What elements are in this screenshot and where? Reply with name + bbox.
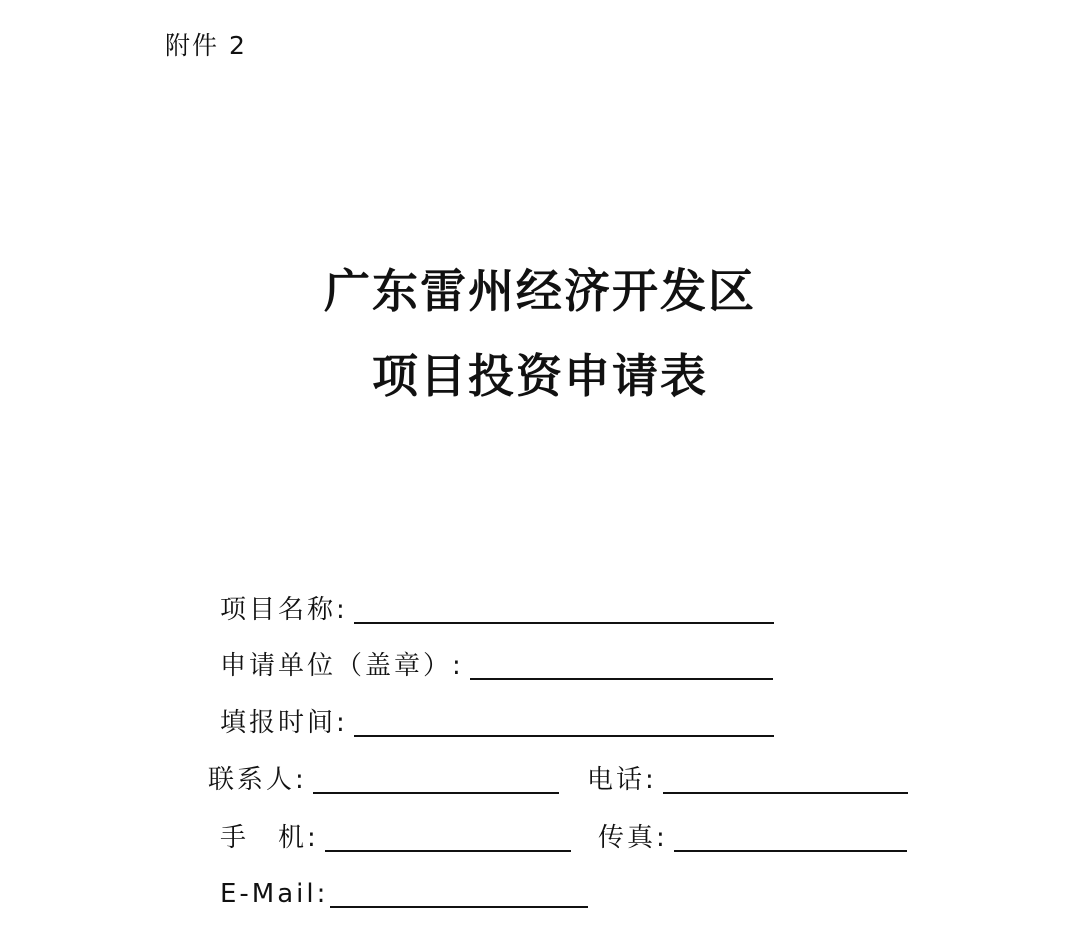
phone-label: 电话: [587,765,657,795]
fax-label: 传真: [598,823,668,853]
phone-field [587,760,908,800]
contact-input-line[interactable] [313,791,559,794]
fill-date-field [220,703,774,743]
fax-field [598,818,907,858]
mobile-input-line[interactable] [325,849,571,852]
applicant-input-line[interactable] [470,677,773,680]
attachment-label: 附件 2 [165,31,247,60]
fill-date-label: 填报时间: [220,708,348,738]
fill-date-input-line[interactable] [354,734,774,737]
contact-field [208,760,559,800]
document-title-line-2: 项目投资申请表 [372,349,708,403]
project-name-label: 项目名称: [220,595,348,625]
project-name-field [220,590,774,630]
email-field [220,874,588,914]
mobile-field [220,818,571,858]
applicant-field [220,646,773,686]
applicant-label: 申请单位（盖章）: [220,651,464,681]
project-name-input-line[interactable] [354,621,774,624]
mobile-label: 手 机: [220,823,319,853]
email-label: E-Mail: [220,879,329,909]
fax-input-line[interactable] [674,849,907,852]
phone-input-line[interactable] [663,791,908,794]
contact-label: 联系人: [208,765,307,795]
email-input-line[interactable] [330,905,588,908]
document-title-line-1: 广东雷州经济开发区 [324,264,756,318]
